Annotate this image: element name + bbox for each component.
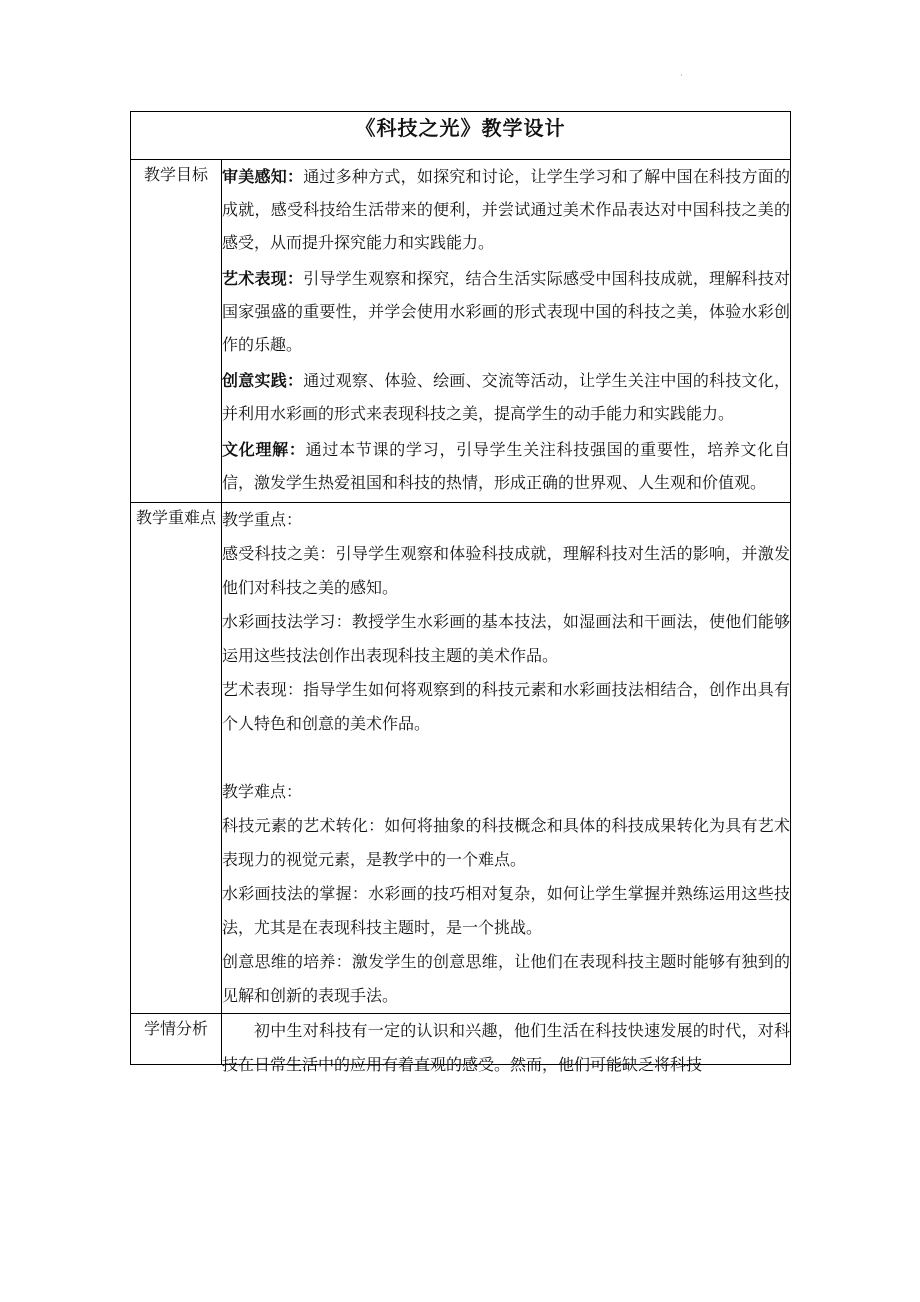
title-row <box>131 112 791 160</box>
goals-label: 教学目标 <box>131 160 222 503</box>
goal-heading: 艺术表现： <box>222 269 304 288</box>
spacer <box>222 741 790 775</box>
goal-text: 通过多种方式，如探究和讨论，让学生学习和了解中国在科技方面的成就，感受科技给生活带来的便利，并尝试通过美术作品表达对中国科技之美的感受，从而提升探究能力和实践能力。 <box>222 167 790 252</box>
keys-row <box>131 503 791 1014</box>
focus-item: 水彩画技法学习：教授学生水彩画的基本技法，如湿画法和干画法，使他们能够运用这些技法创作出表现科技主题的美术作品。 <box>222 612 790 665</box>
header-mark: · <box>680 71 683 81</box>
focus-item: 感受科技之美：引导学生观察和体验科技成就，理解科技对生活的影响，并激发他们对科技之美的感知。 <box>222 544 790 597</box>
focus-title: 教学重点： <box>222 510 303 529</box>
goal-item <box>222 433 790 499</box>
goal-item <box>222 364 790 430</box>
analysis-content <box>222 1014 791 1074</box>
difficulty-item: 创意思维的培养：激发学生的创意思维，让他们在表现科技主题时能够有独到的见解和创新的表现手法。 <box>222 952 790 1005</box>
analysis-label: 学情分析 <box>131 1014 222 1065</box>
analysis-text: 初中生对科技有一定的认识和兴趣，他们生活在科技快速发展的时代，对科技在日常生活中的应用有着直观的感受。然而，他们可能缺乏将科技 <box>222 1021 790 1074</box>
document-title: 《科技之光》教学设计 <box>131 112 791 160</box>
goal-text: 引导学生观察和探究，结合生活实际感受中国科技成就，理解科技对国家强盛的重要性，并学会使用水彩画的形式表现中国的科技之美，体验水彩创作的乐趣。 <box>222 269 790 354</box>
keys-label: 教学重难点 <box>131 503 222 1014</box>
focus-item: 艺术表现：指导学生如何将观察到的科技元素和水彩画技法相结合，创作出具有个人特色和创意的美术作品。 <box>222 680 790 733</box>
goal-item <box>222 160 790 259</box>
difficulty-item: 水彩画技法的掌握：水彩画的技巧相对复杂，如何让学生掌握并熟练运用这些技法，尤其是在表现科技主题时，是一个挑战。 <box>222 884 790 937</box>
goal-item <box>222 262 790 361</box>
goal-heading: 审美感知： <box>222 167 304 186</box>
keys-content <box>222 503 791 1014</box>
goal-text: 通过观察、体验、绘画、交流等活动，让学生关注中国的科技文化，并利用水彩画的形式来表现科技之美，提高学生的动手能力和实践能力。 <box>222 371 790 423</box>
difficulty-item: 科技元素的艺术转化：如何将抽象的科技概念和具体的科技成果转化为具有艺术表现力的视觉元素，是教学中的一个难点。 <box>222 816 790 869</box>
analysis-row <box>131 1014 791 1065</box>
goal-heading: 文化理解： <box>222 440 306 459</box>
difficulty-title: 教学难点： <box>222 782 303 801</box>
goals-content <box>222 160 791 503</box>
lesson-plan-table <box>130 111 791 1074</box>
goal-heading: 创意实践： <box>222 371 304 390</box>
analysis-clip <box>222 1014 790 1074</box>
goal-text: 通过本节课的学习，引导学生关注科技强国的重要性，培养文化自信，激发学生热爱祖国和科技的热情，形成正确的世界观、人生观和价值观。 <box>222 440 790 492</box>
goals-row <box>131 160 791 503</box>
